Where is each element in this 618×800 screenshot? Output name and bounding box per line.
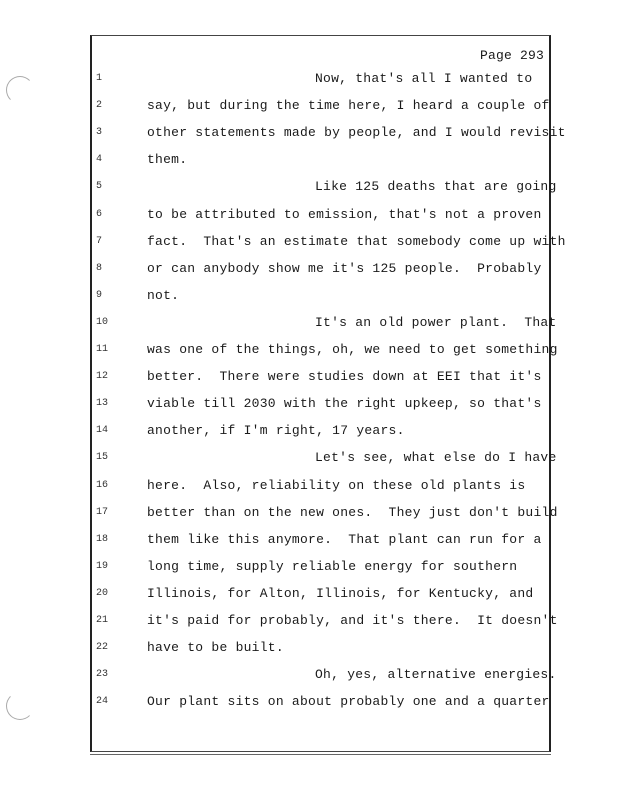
transcript-line: Now, that's all I wanted to xyxy=(315,71,533,86)
bottom-rule xyxy=(90,754,551,755)
transcript-line: fact. That's an estimate that somebody come up with xyxy=(147,233,566,249)
transcript-line: other statements made by people, and I would revisit xyxy=(147,125,566,141)
line-number: 10 xyxy=(96,316,109,328)
line-number: 16 xyxy=(96,479,109,491)
line-number: 4 xyxy=(96,154,103,166)
punch-hole-mark-bottom xyxy=(6,692,34,720)
line-number: 20 xyxy=(96,587,109,599)
line-number: 3 xyxy=(96,127,103,139)
transcript-line: to be attributed to emission, that's not a proven xyxy=(147,206,542,222)
transcript-line: not. xyxy=(147,287,180,303)
line-number: 7 xyxy=(96,235,103,247)
line-number: 1 xyxy=(96,73,103,84)
transcript-line: long time, supply reliable energy for southern xyxy=(147,558,518,574)
transcript-line: was one of the things, oh, we need to get something xyxy=(147,342,558,357)
line-number: 2 xyxy=(96,100,103,112)
transcript-line: another, if I'm right, 17 years. xyxy=(147,423,405,439)
transcript-line: viable till 2030 with the right upkeep, so that's xyxy=(147,396,542,412)
transcript-line: them. xyxy=(147,152,188,168)
line-number: 6 xyxy=(96,208,103,220)
line-number: 21 xyxy=(96,615,109,626)
line-number: 11 xyxy=(96,344,109,355)
transcript-line: say, but during the time here, I heard a couple of xyxy=(147,98,550,114)
transcript-line: Illinois, for Alton, Illinois, for Kentucky, and xyxy=(147,585,534,601)
line-number: 18 xyxy=(96,533,109,545)
page-number: Page 293 xyxy=(479,48,544,63)
line-number: 14 xyxy=(96,425,109,437)
line-number: 19 xyxy=(96,560,109,572)
line-number: 9 xyxy=(96,289,103,301)
line-number: 12 xyxy=(96,371,109,383)
transcript-line: better than on the new ones. They just don't build xyxy=(147,504,558,520)
punch-hole-mark-top xyxy=(6,76,34,104)
transcript-line: or can anybody show me it's 125 people. Probably xyxy=(147,260,542,276)
transcript-line: Oh, yes, alternative energies. xyxy=(315,667,557,683)
line-number: 17 xyxy=(96,506,109,518)
transcript-line: it's paid for probably, and it's there. It doesn't xyxy=(147,613,558,628)
line-number: 22 xyxy=(96,642,109,654)
line-number: 15 xyxy=(96,452,109,464)
line-number: 5 xyxy=(96,181,103,193)
transcript-line: Our plant sits on about probably one and a quarter xyxy=(147,694,550,710)
transcript-line: Like 125 deaths that are going xyxy=(315,179,557,195)
transcript-line: have to be built. xyxy=(147,640,284,656)
transcript-line: here. Also, reliability on these old plants is xyxy=(147,477,526,493)
line-number: 23 xyxy=(96,669,109,681)
transcript-line: them like this anymore. That plant can run for a xyxy=(147,531,542,547)
line-number: 8 xyxy=(96,262,103,274)
line-number: 24 xyxy=(96,696,109,708)
line-number: 13 xyxy=(96,398,109,410)
transcript-line: Let's see, what else do I have xyxy=(315,450,557,466)
transcript-line: It's an old power plant. That xyxy=(315,314,557,330)
transcript-line: better. There were studies down at EEI that it's xyxy=(147,369,542,385)
